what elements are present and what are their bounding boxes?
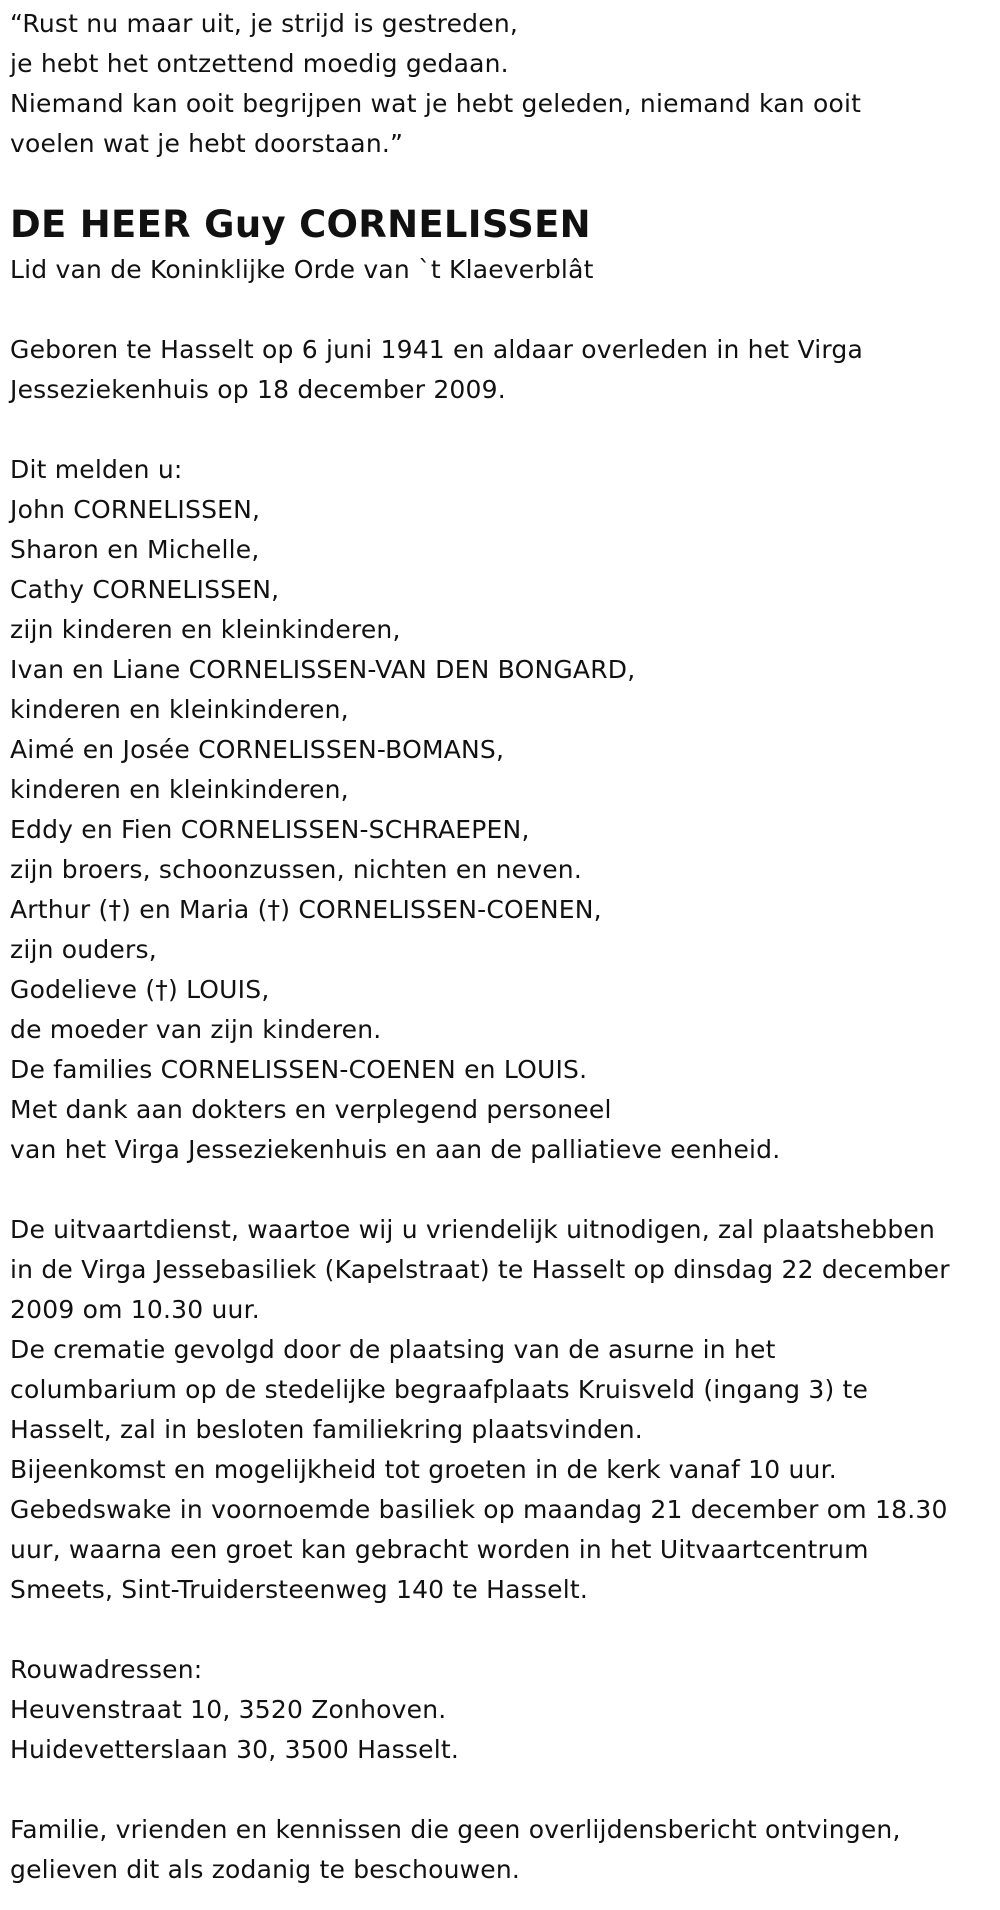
closing-line: Familie, vrienden en kennissen die geen overlijdensbericht ontvingen, bbox=[10, 1815, 901, 1844]
funeral-line: De crematie gevolgd door de plaatsing van de asurne in het bbox=[10, 1335, 776, 1364]
birth-death-line: Jesseziekenhuis op 18 december 2009. bbox=[10, 375, 506, 404]
announcer-line: De families CORNELISSEN-COENEN en LOUIS. bbox=[10, 1055, 588, 1084]
quote-line: voelen wat je hebt doorstaan.” bbox=[10, 129, 404, 158]
addresses-heading: Rouwadressen: bbox=[10, 1655, 203, 1684]
announcer-line: kinderen en kleinkinderen, bbox=[10, 695, 349, 724]
funeral-line: in de Virga Jessebasiliek (Kapelstraat) te Hasselt op dinsdag 22 december bbox=[10, 1255, 950, 1284]
announcer-line: zijn ouders, bbox=[10, 935, 157, 964]
funeral-line: Hasselt, zal in besloten familiekring plaatsvinden. bbox=[10, 1415, 643, 1444]
birth-death-block bbox=[10, 330, 995, 410]
announcer-line: John CORNELISSEN, bbox=[10, 495, 261, 524]
quote-line: Niemand kan ooit begrijpen wat je hebt geleden, niemand kan ooit bbox=[10, 89, 862, 118]
quote-block bbox=[10, 4, 995, 164]
announcer-line: Met dank aan dokters en verplegend personeel bbox=[10, 1095, 612, 1124]
birth-death-line: Geboren te Hasselt op 6 juni 1941 en aldaar overleden in het Virga bbox=[10, 335, 863, 364]
funeral-line: columbarium op de stedelijke begraafplaats Kruisveld (ingang 3) te bbox=[10, 1375, 869, 1404]
spacer bbox=[10, 1770, 995, 1810]
announcer-line: de moeder van zijn kinderen. bbox=[10, 1015, 382, 1044]
spacer bbox=[10, 290, 995, 330]
funeral-line: De uitvaartdienst, waartoe wij u vriendelijk uitnodigen, zal plaatshebben bbox=[10, 1215, 936, 1244]
quote-line: je hebt het ontzettend moedig gedaan. bbox=[10, 49, 509, 78]
announcer-line: Sharon en Michelle, bbox=[10, 535, 260, 564]
spacer bbox=[10, 1170, 995, 1210]
announcers-block bbox=[10, 450, 995, 1170]
obituary-page bbox=[10, 4, 995, 1890]
announcer-line: Arthur (†) en Maria (†) CORNELISSEN-COENEN, bbox=[10, 895, 602, 924]
announcer-line: van het Virga Jesseziekenhuis en aan de palliatieve eenheid. bbox=[10, 1135, 781, 1164]
announcer-line: Cathy CORNELISSEN, bbox=[10, 575, 280, 604]
funeral-block bbox=[10, 1210, 995, 1610]
funeral-line: Smeets, Sint-Truidersteenweg 140 te Hasselt. bbox=[10, 1575, 589, 1604]
announcers-heading: Dit melden u: bbox=[10, 455, 183, 484]
spacer bbox=[10, 410, 995, 450]
address-line: Huidevetterslaan 30, 3500 Hasselt. bbox=[10, 1735, 459, 1764]
announcer-line: kinderen en kleinkinderen, bbox=[10, 775, 349, 804]
announcer-line: Godelieve (†) LOUIS, bbox=[10, 975, 270, 1004]
funeral-line: Gebedswake in voornoemde basiliek op maandag 21 december om 18.30 bbox=[10, 1495, 948, 1524]
spacer bbox=[10, 1610, 995, 1650]
addresses-block bbox=[10, 1650, 995, 1770]
announcer-line: zijn broers, schoonzussen, nichten en neven. bbox=[10, 855, 582, 884]
funeral-line: 2009 om 10.30 uur. bbox=[10, 1295, 260, 1324]
funeral-line: Bijeenkomst en mogelijkheid tot groeten in de kerk vanaf 10 uur. bbox=[10, 1455, 837, 1484]
address-line: Heuvenstraat 10, 3520 Zonhoven. bbox=[10, 1695, 447, 1724]
deceased-title: Lid van de Koninklijke Orde van `t Klaeverblât bbox=[10, 255, 594, 284]
closing-block bbox=[10, 1810, 995, 1890]
announcer-line: Eddy en Fien CORNELISSEN-SCHRAEPEN, bbox=[10, 815, 530, 844]
closing-line: gelieven dit als zodanig te beschouwen. bbox=[10, 1855, 521, 1884]
deceased-name: DE HEER Guy CORNELISSEN bbox=[10, 203, 591, 246]
quote-line: “Rust nu maar uit, je strijd is gestreden, bbox=[10, 9, 519, 38]
announcer-line: zijn kinderen en kleinkinderen, bbox=[10, 615, 401, 644]
announcer-line: Aimé en Josée CORNELISSEN-BOMANS, bbox=[10, 735, 505, 764]
announcer-line: Ivan en Liane CORNELISSEN-VAN DEN BONGARD, bbox=[10, 655, 636, 684]
funeral-line: uur, waarna een groet kan gebracht worden in het Uitvaartcentrum bbox=[10, 1535, 869, 1564]
